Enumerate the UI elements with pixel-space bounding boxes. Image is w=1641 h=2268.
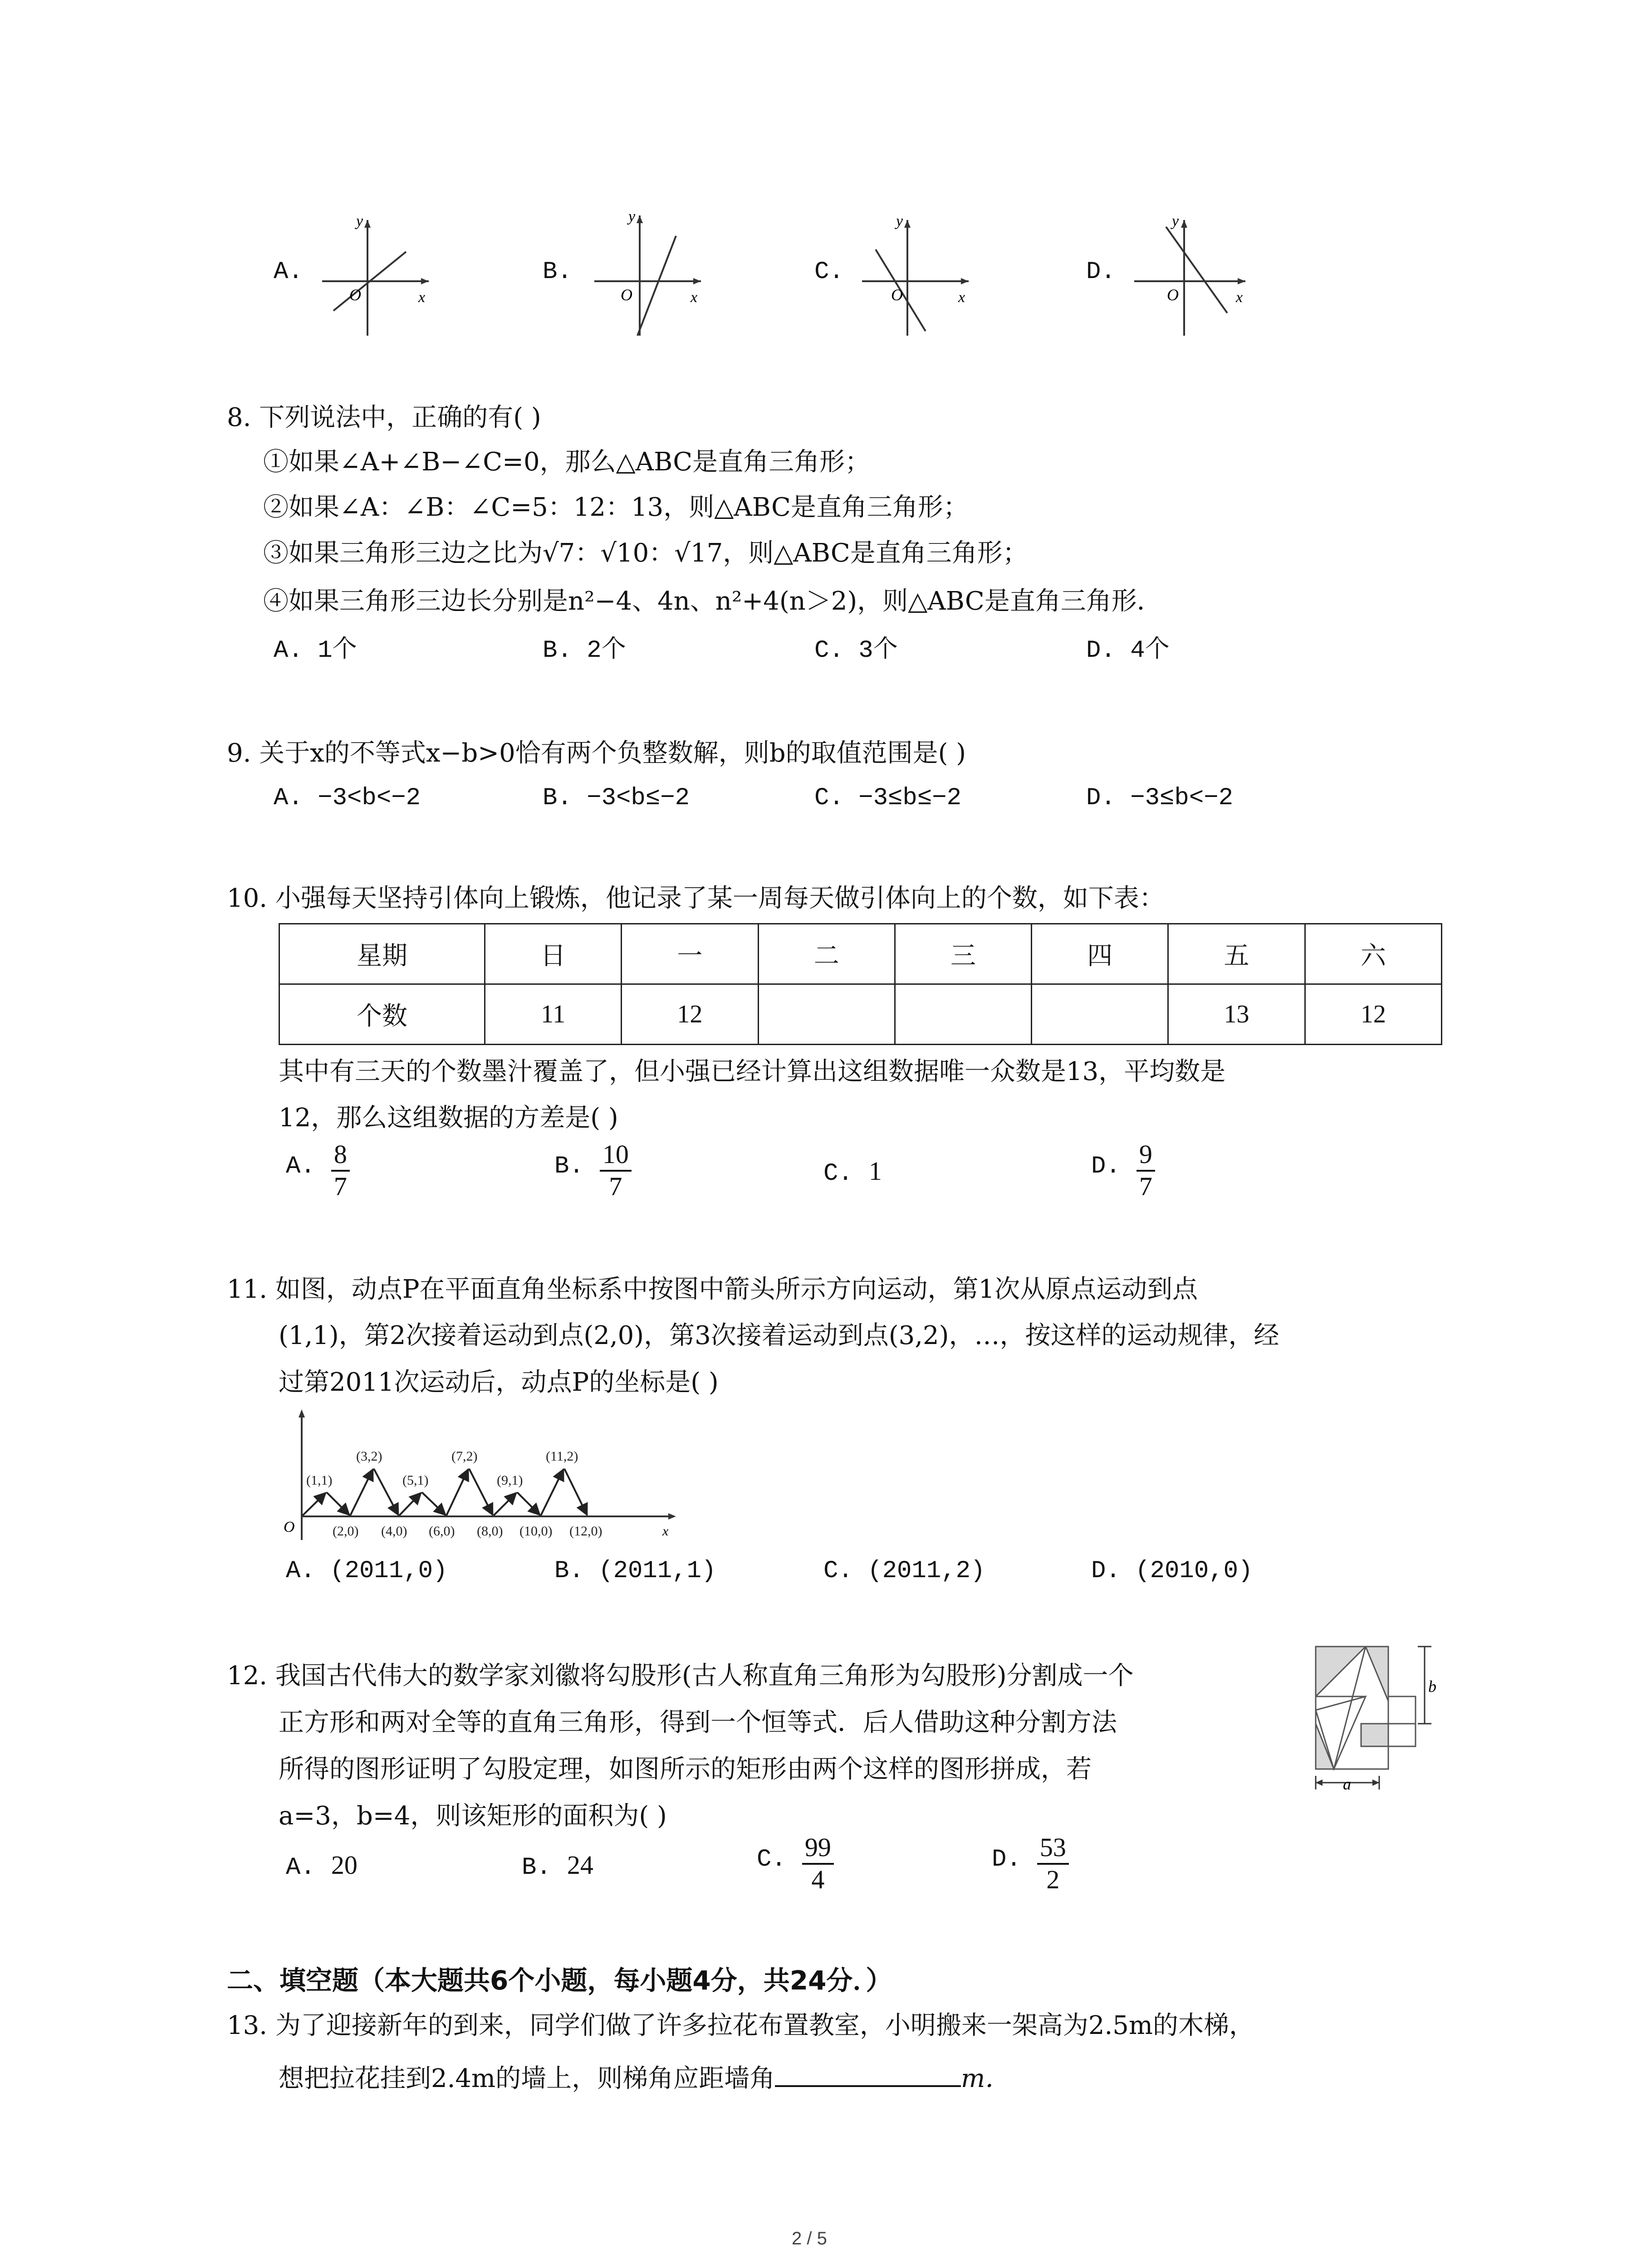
q7-b-y-label: y	[628, 209, 636, 225]
q7-b-origin: O	[621, 286, 632, 304]
q10-text-2: 12，那么这组数据的方差是( )	[279, 1103, 618, 1133]
q10-data-cell	[895, 984, 1031, 1045]
q10-option-b-label: B.	[554, 1153, 584, 1181]
q8-item-3: ③如果三角形三边之比为√7：√10：√17，则△ABC是直角三角形；	[263, 538, 1028, 568]
q8-option-d: D. 4个	[1086, 637, 1170, 665]
q10-option-d-label: D.	[1091, 1153, 1121, 1181]
q12-option-a-value: 20	[331, 1850, 358, 1880]
q11-label-7-2: (7,2)	[451, 1449, 478, 1464]
q13-line-2	[279, 2063, 1010, 2092]
q10-option-d	[1091, 1139, 1155, 1202]
q9-stem: 9. 关于x的不等式x−b>0恰有两个负整数解，则b的取值范围是( )	[227, 738, 966, 768]
q10-text-1: 其中有三天的个数墨汁覆盖了，但小强已经计算出这组数据唯一众数是13，平均数是	[279, 1057, 1226, 1086]
q12-option-a	[286, 1852, 358, 1880]
q10-data-cell	[1032, 984, 1168, 1045]
q12-option-d	[992, 1833, 1069, 1895]
q12-option-c-label: C.	[757, 1846, 786, 1874]
q10-option-c	[823, 1158, 882, 1186]
q11-figure	[274, 1404, 683, 1549]
q11-line-1: 11. 如图，动点P在平面直角坐标系中按图中箭头所示方向运动，第1次从原点运动到点	[227, 1275, 1198, 1304]
q7-graph-d	[1125, 213, 1252, 340]
q11-label-10-0: (10,0)	[519, 1524, 553, 1539]
q7-c-y-label: y	[896, 213, 903, 230]
q12-b-label: b	[1428, 1677, 1436, 1696]
section-heading: 二、填空题（本大题共6个小题，每小题4分，共24分．）	[227, 1965, 892, 1996]
q7-c-x-label: x	[958, 289, 965, 306]
q8-option-c: C. 3个	[814, 637, 898, 665]
q12-option-c	[757, 1833, 834, 1895]
q7-d-y-label: y	[1172, 213, 1179, 230]
q12-line-3: 所得的图形证明了勾股定理，如图所示的矩形由两个这样的图形拼成，若	[279, 1755, 1092, 1784]
q8-option-a: A. 1个	[274, 637, 357, 665]
q11-point-labels	[306, 1449, 602, 1539]
q10-stem: 10. 小强每天坚持引体向上锻炼，他记录了某一周每天做引体向上的个数，如下表：	[227, 884, 1165, 913]
q12-a-label: a	[1343, 1775, 1351, 1793]
q10-option-b-numerator: 10	[600, 1139, 632, 1172]
q10-header-cell: 三	[895, 924, 1031, 984]
q11-label-9-1: (9,1)	[497, 1473, 523, 1488]
q7-a-origin: O	[349, 286, 361, 304]
q7-option-a-label: A.	[274, 258, 303, 286]
q11-option-a: A. (2011,0)	[286, 1557, 448, 1585]
q11-label-4-0: (4,0)	[381, 1524, 407, 1539]
q10-data-cell: 12	[1305, 984, 1441, 1045]
q10-header-cell: 六	[1305, 924, 1441, 984]
q10-data-cell: 13	[1168, 984, 1305, 1045]
q10-option-d-numerator: 9	[1136, 1139, 1155, 1172]
q10-table-header-row	[279, 924, 1442, 984]
q11-option-b: B. (2011,1)	[554, 1557, 716, 1585]
q12-option-c-fraction	[802, 1833, 834, 1895]
q7-c-origin: O	[891, 286, 903, 304]
q11-option-d: D. (2010,0)	[1091, 1557, 1253, 1585]
q11-line-2: (1,1)，第2次接着运动到点(2,0)，第3次接着运动到点(3,2)，…，按这样的运动规律，经	[279, 1321, 1279, 1350]
q10-data-cell	[758, 984, 895, 1045]
q12-figure	[1311, 1642, 1447, 1810]
q10-option-b-fraction	[600, 1139, 632, 1202]
q10-header-cell: 日	[485, 924, 622, 984]
q11-label-8-0: (8,0)	[477, 1524, 503, 1539]
q10-header-cell: 五	[1168, 924, 1305, 984]
q11-x-axis-label: x	[662, 1524, 669, 1539]
q12-option-d-numerator: 53	[1037, 1833, 1069, 1865]
q12-option-a-label: A.	[286, 1854, 315, 1882]
q11-label-11-2: (11,2)	[546, 1449, 578, 1464]
q12-option-d-denominator: 2	[1046, 1864, 1060, 1894]
q7-b-x-label: x	[691, 289, 698, 306]
q12-line-4: a=3，b=4，则该矩形的面积为( )	[279, 1801, 667, 1831]
q12-option-c-denominator: 4	[811, 1864, 825, 1894]
q10-table-data-row	[279, 984, 1442, 1045]
q10-data-cell: 11	[485, 984, 622, 1045]
q11-label-3-2: (3,2)	[356, 1449, 382, 1464]
q10-option-a-denominator: 7	[333, 1171, 347, 1201]
q11-label-5-1: (5,1)	[402, 1473, 429, 1488]
q11-option-c: C. (2011,2)	[823, 1557, 985, 1585]
q12-option-d-fraction	[1037, 1833, 1069, 1895]
q7-graph-a	[313, 213, 436, 340]
q10-option-b	[554, 1139, 632, 1202]
q9-option-b: B. −3<b≤−2	[543, 784, 690, 812]
q10-header-cell: 二	[758, 924, 895, 984]
q13-line-2-text: 想把拉花挂到2.4m的墙上，则梯角应距墙角	[279, 2064, 775, 2093]
q9-option-a: A. −3<b<−2	[274, 784, 421, 812]
q12-line-1: 12. 我国古代伟大的数学家刘徽将勾股形(古人称直角三角形为勾股形)分割成一个	[227, 1661, 1134, 1691]
q7-a-y-label: y	[356, 213, 363, 230]
q13-answer-blank[interactable]	[775, 2063, 961, 2087]
q10-data-cell: 12	[622, 984, 758, 1045]
q9-option-c: C. −3≤b≤−2	[814, 784, 962, 812]
q12-option-b	[522, 1852, 593, 1880]
q11-label-1-1: (1,1)	[306, 1473, 333, 1488]
q10-header-cell: 一	[622, 924, 758, 984]
q10-option-a-fraction	[331, 1139, 350, 1202]
q8-item-4: ④如果三角形三边长分别是n²−4、4n、n²+4(n＞2)，则△ABC是直角三角形．	[263, 587, 1162, 616]
q13-line-1: 13. 为了迎接新年的到来，同学们做了许多拉花布置教室，小明搬来一架高为2.5m的木梯，	[227, 2011, 1255, 2040]
q7-a-x-label: x	[418, 289, 426, 306]
q10-option-b-denominator: 7	[609, 1171, 622, 1201]
q12-option-c-numerator: 99	[802, 1833, 834, 1865]
q10-header-cell: 四	[1032, 924, 1168, 984]
q8-option-b: B. 2个	[543, 637, 626, 665]
q8-stem: 8. 下列说法中，正确的有( )	[227, 403, 541, 432]
q10-header-cell: 星期	[279, 924, 485, 984]
q7-option-b-label: B.	[543, 258, 572, 286]
q10-option-a	[286, 1139, 350, 1202]
q12-option-d-label: D.	[992, 1846, 1021, 1874]
q8-item-2: ②如果∠A：∠B：∠C=5：12：13，则△ABC是直角三角形；	[263, 493, 969, 522]
q10-option-a-numerator: 8	[331, 1139, 350, 1172]
q10-option-d-denominator: 7	[1139, 1171, 1152, 1201]
q10-option-c-label: C.	[823, 1160, 853, 1188]
q7-d-x-label: x	[1236, 289, 1243, 306]
q10-data-cell: 个数	[279, 984, 485, 1045]
q7-option-d-label: D.	[1086, 258, 1116, 286]
q11-origin-label: O	[284, 1519, 295, 1535]
q7-d-origin: O	[1167, 286, 1179, 304]
page-number: 2 / 5	[792, 2229, 827, 2248]
q7-graph-b	[585, 209, 708, 340]
q10-option-a-label: A.	[286, 1153, 315, 1181]
q10-table	[279, 923, 1442, 1045]
q12-option-b-label: B.	[522, 1854, 551, 1882]
q11-line-3: 过第2011次运动后，动点P的坐标是( )	[279, 1368, 719, 1397]
q7-graph-c	[853, 213, 975, 340]
q7-option-c-label: C.	[814, 258, 844, 286]
q13-unit: m．	[961, 2064, 1011, 2093]
q12-option-b-value: 24	[567, 1850, 593, 1880]
q10-option-c-value: 1	[868, 1156, 882, 1186]
q8-item-1: ①如果∠A+∠B−∠C=0，那么△ABC是直角三角形；	[263, 447, 871, 477]
q9-option-d: D. −3≤b<−2	[1086, 784, 1234, 812]
q11-label-2-0: (2,0)	[333, 1524, 359, 1539]
q10-option-d-fraction	[1136, 1139, 1155, 1202]
q11-label-12-0: (12,0)	[569, 1524, 603, 1539]
q11-label-6-0: (6,0)	[429, 1524, 455, 1539]
q12-line-2: 正方形和两对全等的直角三角形，得到一个恒等式．后人借助这种分割方法	[279, 1708, 1117, 1737]
